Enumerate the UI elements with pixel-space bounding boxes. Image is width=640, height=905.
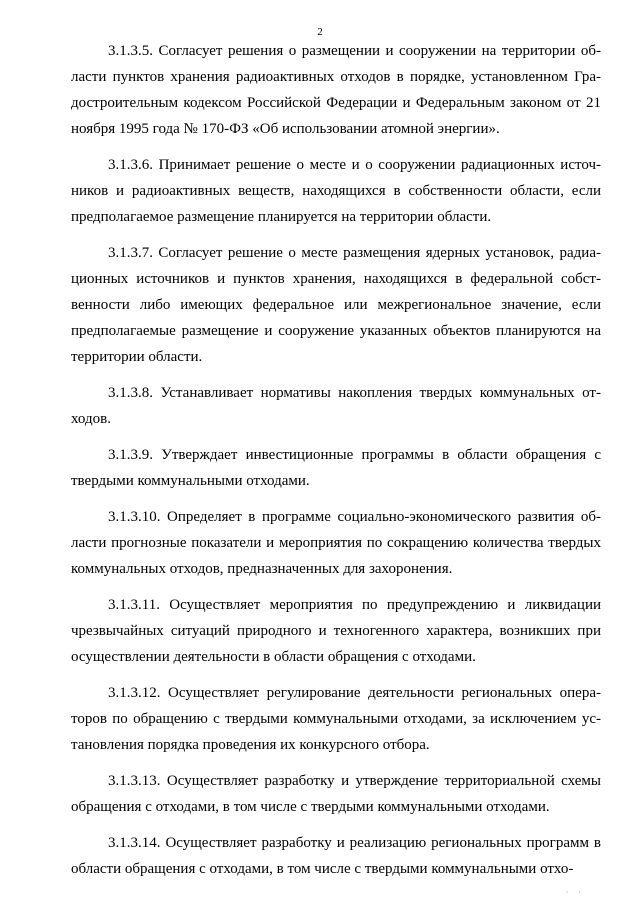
paragraph-3-1-3-9: 3.1.3.9. Утверждает инвестиционные программы в области обращения с твердыми коммунальными отходами. [71,447,601,489]
paragraph-3-1-3-8: 3.1.3.8. Устанавливает нормативы накопления твердых коммунальных отходов. [71,385,601,427]
paragraph-3-1-3-12: 3.1.3.12. Осуществляет регулирование деятельности региональных операторов по обращению с твердыми коммунальными отходами, за исключением установления порядка проведения их конкурсного отбора. [71,685,601,753]
paragraph-3-1-3-5: 3.1.3.5. Согласует решения о размещении и сооружении на территории области пунктов хранения радиоактивных отходов в порядке, установленном Градостроительным кодексом Российской Федерации и Федеральным законом от 21 ноября 1995 года № 170-ФЗ «Об использовании атомной энергии». [71,43,601,137]
page-number: 2 [317,26,323,38]
paragraph-3-1-3-14: 3.1.3.14. Осуществляет разработку и реализацию региональных программ в области обращения с отходами, в том числе с твердыми коммунальными отхо- [71,835,601,877]
paragraph-3-1-3-6: 3.1.3.6. Принимает решение о месте и о сооружении радиационных источников и радиоактивных веществ, находящихся в собственности области, если предполагаемое размещение планируется на территории области. [71,157,601,225]
document-body [71,38,601,892]
scan-corner-mark: · · [565,888,585,897]
paragraph-3-1-3-13: 3.1.3.13. Осуществляет разработку и утверждение территориальной схемы обращения с отходами, в том числе с твердыми коммунальными отходами. [71,773,601,815]
paragraph-3-1-3-10: 3.1.3.10. Определяет в программе социально-экономического развития области прогнозные показатели и мероприятия по сокращению количества твердых коммунальных отходов, предназначенных для захоронения. [71,509,601,577]
paragraph-3-1-3-11: 3.1.3.11. Осуществляет мероприятия по предупреждению и ликвидации чрезвычайных ситуаций природного и техногенного характера, возникших при осуществлении деятельности в области обращения с отходами. [71,597,601,665]
paragraph-3-1-3-7: 3.1.3.7. Согласует решение о месте размещения ядерных установок, радиационных источников и пунктов хранения, находящихся в федеральной собственности либо имеющих федеральное или межрегиональное значение, если предполагаемые размещение и сооружение указанных объектов планируются на территории области. [71,245,601,365]
